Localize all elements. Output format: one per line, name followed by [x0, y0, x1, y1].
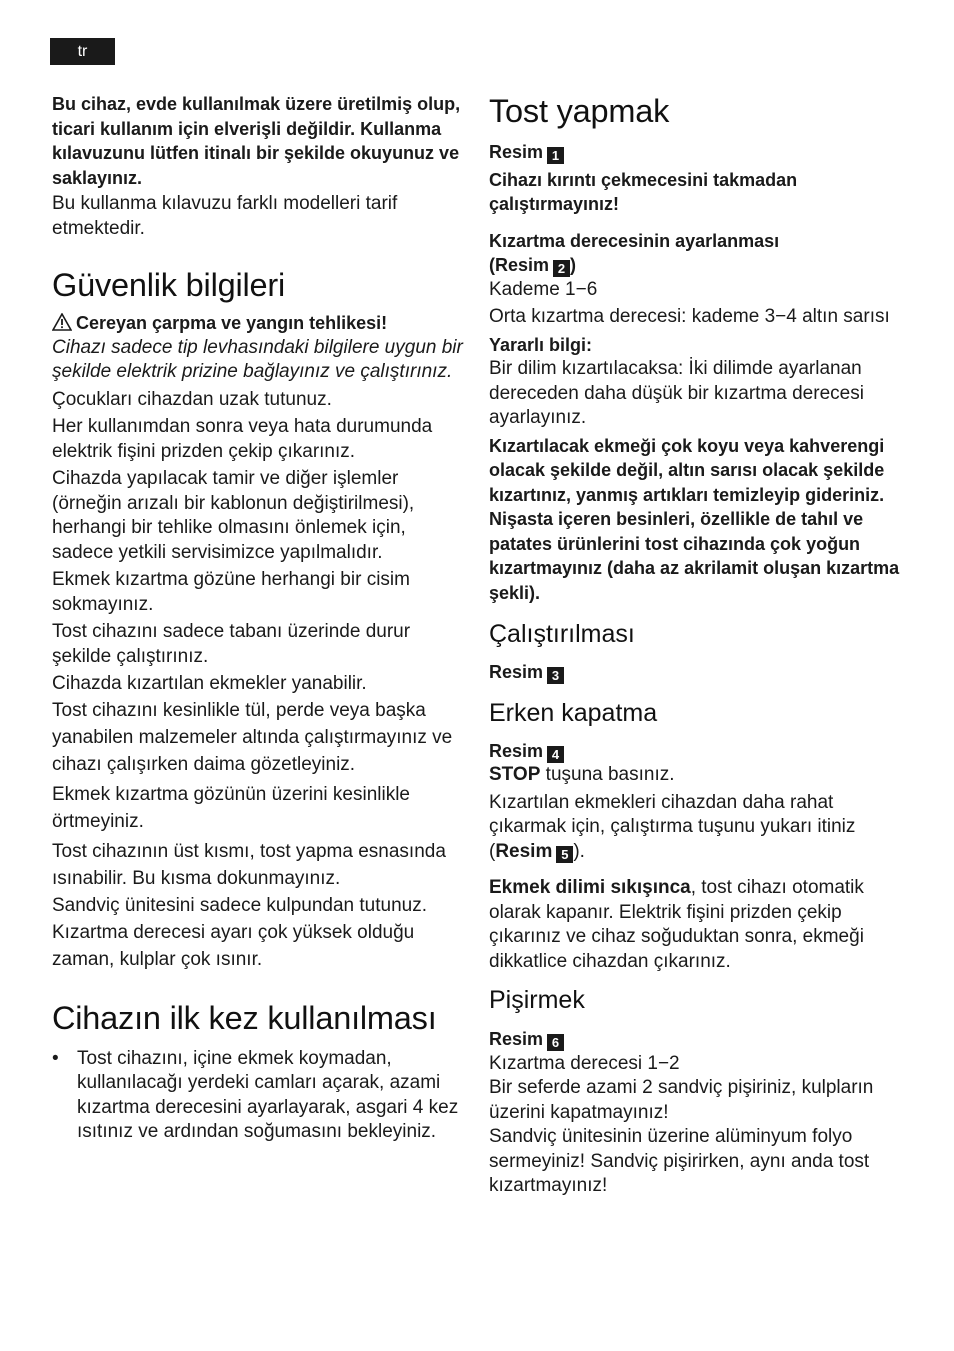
figure-number-badge: 4 [547, 746, 564, 763]
safety-paragraph: Tost cihazını sadece tabanı üzerinde durur şekilde çalıştırınız. [52, 621, 411, 667]
bread-warning: Kızartılacak ekmeği çok koyu veya kahverengi olacak şekilde değil, altın sarısı olacak şekilde kızartınız, yanmış artıkları temizleyip gideriniz. Nişasta içeren besinleri, özellikle de tahıl ve patates ürünlerini tost cihazında çok yoğun kızartmayınız (daha az akrilamit oluşan kızartma şekli). [489, 435, 900, 603]
stop-instruction [489, 763, 904, 788]
safety-paragraph: Tost cihazını kesinlikle tül, perde veya başka yanabilen malzemeler altında çalıştırmayınız ve cihazı çalışırken daima gözetleyiniz. [52, 699, 453, 775]
stop-text: tuşuna basınız. [540, 764, 675, 785]
lift-text: Kızartılan ekmekleri cihazdan daha rahat çıkarmak için, çalıştırma tuşunu yukarı itiniz ( [489, 791, 856, 862]
figure-label: Resim [489, 142, 544, 162]
levels-text: Kademe 1−6 [489, 278, 598, 300]
intro-text: Bu kullanma kılavuzu farklı modelleri tarif etmektedir. [52, 193, 398, 239]
tip-title: Yararlı bilgi: [489, 334, 593, 355]
figure-number-badge: 2 [553, 260, 570, 277]
first-use-heading: Cihazın ilk kez kullanılması [52, 999, 437, 1036]
warning-text: Cihazı sadece tip levhasındaki bilgilere uygun bir şekilde elektrik prizine bağlayınız ve çalıştırınız. [52, 336, 463, 382]
safety-paragraph: Kızartma derecesi ayarı çok yüksek olduğu zaman, kulplar çok ısınır. [52, 921, 415, 970]
figure-label: (Resim [489, 255, 550, 275]
medium-text: Orta kızartma derecesi: kademe 3−4 altın sarısı [489, 306, 890, 327]
intro-notice: Bu cihaz, evde kullanılmak üzere üretilmiş olup, ticari kullanım için elverişli değildir. Kullanma kılavuzunu lütfen itinalı bir şekilde okuyunuz ve saklayınız. [52, 94, 461, 188]
list-item [52, 1047, 467, 1148]
early-off-heading: Erken kapatma [489, 698, 658, 727]
figure-number-badge: 5 [556, 846, 573, 863]
cooking-level: Kızartma derecesi 1−2 [489, 1052, 680, 1074]
figure-number-badge: 6 [547, 1034, 564, 1051]
left-column [52, 92, 467, 1148]
figure-label: Resim [489, 740, 544, 761]
browning-heading [489, 229, 904, 278]
tip-text: Bir dilim kızartılacaksa: İki dilimde ayarlanan dereceden daha düşük bir kızartma derecesi ayarlayınız. [489, 358, 864, 428]
figure-number-badge: 3 [547, 667, 564, 684]
figure-ref [489, 140, 904, 165]
warning-title [52, 311, 467, 336]
safety-heading: Güvenlik bilgileri [52, 267, 286, 303]
figure-number-badge: 1 [547, 147, 564, 164]
cooking-foil: Sandviç ünitesinin üzerine alüminyum folyo sermeyiniz! Sandviç pişirirken, aynı anda tost kızartmayınız! [489, 1126, 870, 1196]
paren: ). [573, 840, 585, 862]
paren: ) [570, 255, 577, 275]
safety-paragraph: Tost cihazının üst kısmı, tost yapma esnasında ısınabilir. Bu kısma dokunmayınız. [52, 840, 446, 889]
safety-paragraph: Cihazda kızartılan ekmekler yanabilir. [52, 673, 367, 694]
first-use-text: Tost cihazını, içine ekmek koymadan, kullanılacağı yerdeki camları açarak, azami kızartma derecesini ayarlayarak, asgari 4 kez ısıtınız ve ardından soğumasını bekleyiniz. [77, 1047, 459, 1142]
jam-label: Ekmek dilimi sıkışınca [489, 877, 691, 898]
safety-paragraph: Ekmek kızartma gözünün üzerini kesinlikle örtmeyiniz. [52, 783, 410, 832]
safety-paragraph: Sandviç ünitesini sadece kulpundan tutunuz. [52, 894, 427, 916]
safety-paragraph: Ekmek kızartma gözüne herhangi bir cisim sokmayınız. [52, 569, 410, 615]
bullet-icon: • [52, 1047, 59, 1069]
toast-heading: Tost yapmak [489, 93, 670, 129]
jam-text: , tost cihazı otomatik olarak kapanır. Elektrik fişini prizden çekip çıkarınız ve cihaz soğuduktan sonra, ekmeği dikkatlice cihazdan çıkarınız. [489, 877, 864, 972]
warning-triangle-icon [52, 313, 72, 331]
safety-paragraph: Her kullanımdan sonra veya hata durumunda elektrik fişini prizden çekip çıkarınız. [52, 416, 433, 462]
crumb-warning: Cihazı kırıntı çekmecesini takmadan çalıştırmayınız! [489, 169, 798, 214]
stop-key-label: STOP [489, 764, 541, 785]
warning-title-text: Cereyan çarpma ve yangın tehlikesi! [76, 313, 388, 333]
figure-label: Resim [495, 840, 553, 862]
safety-paragraph: Çocukları cihazdan uzak tutunuz. [52, 388, 332, 410]
jam-instruction [489, 876, 904, 974]
language-tab: tr [50, 38, 115, 65]
figure-ref [489, 660, 904, 685]
browning-heading-text: Kızartma derecesinin ayarlanması [489, 230, 780, 251]
operation-heading: Çalıştırılması [489, 620, 635, 648]
cooking-heading: Pişirmek [489, 986, 585, 1014]
lift-instruction [489, 791, 904, 865]
figure-label: Resim [489, 1029, 544, 1049]
figure-label: Resim [489, 662, 544, 682]
cooking-sandwich: Bir seferde azami 2 sandviç pişiriniz, kulpların üzerini kapatmayınız! [489, 1077, 874, 1123]
figure-ref [489, 1027, 904, 1052]
right-column [489, 92, 904, 1202]
safety-paragraph: Cihazda yapılacak tamir ve diğer işlemler (örneğin arızalı bir kablonun değiştirilmesi), herhangi bir tehlike olmasını önlemek için, sadece yetkili servisimizce yapılmalıdır. [52, 468, 415, 563]
figure-ref [489, 739, 904, 764]
